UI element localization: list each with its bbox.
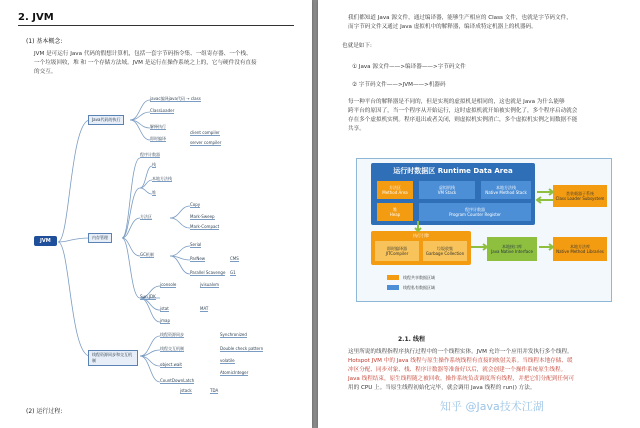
mind-map-node: 堆 — [152, 190, 156, 195]
right-page — [318, 0, 640, 428]
mind-map-node: jmap — [160, 318, 170, 323]
mind-map-node: 本地方法栈 — [152, 176, 172, 181]
mind-map-node: 方法区 — [140, 214, 152, 219]
para-line: 用的 CPU 上。当原生线程初始化完毕，就会调用 Java 线程的 run() 方法。 — [348, 385, 536, 391]
block-cn: 本地接口库 — [502, 244, 522, 249]
block-en: Garbage Collection — [425, 251, 465, 256]
mind-map-node: jstack — [180, 388, 192, 393]
block-cn: 虚拟机栈 — [439, 185, 455, 190]
mind-map-node: AtomicInteger — [220, 370, 249, 375]
mind-map-node: jconsole — [160, 282, 177, 287]
intro-line: JVM 是可运行 Java 代码的假想计算机，包括一套字节码指令集、一组寄存器、一个栈、 — [34, 51, 252, 57]
mind-map-node: ParNew — [190, 256, 206, 261]
intro-paragraph — [34, 50, 296, 77]
native-lib-block — [553, 237, 607, 261]
rda-title: 运行时数据区 Runtime Data Area — [393, 166, 513, 175]
engine-arrows — [469, 239, 555, 259]
para-line: 我们都知道 Java 源文件，通过编译器，能够生产相应的 Class 文件，也就是字节码文件， — [348, 15, 572, 21]
mind-map-node: Serial — [190, 242, 202, 247]
mind-map-node: Synchronized — [220, 332, 247, 337]
block-en: Program Counter Register — [449, 212, 501, 217]
para-line: 这里所说的线程指程序执行过程中的一个线程实体。JVM 允许一个应用并发执行多个线程。 — [348, 349, 573, 355]
branch-memory: 内存管理 — [88, 233, 112, 243]
block-en: Method Area — [382, 190, 408, 195]
block-en: Native Method Libraries — [556, 249, 604, 254]
mind-map-node: 即时编译 — [150, 136, 166, 141]
mind-map-node: volatile — [220, 358, 235, 363]
para-line: 共享。 — [348, 126, 365, 132]
block-cn: 即时编译器 — [387, 246, 407, 251]
block-en: Java Native Interface — [491, 249, 533, 254]
basic-concept-label: (1) 基本概念: — [26, 38, 63, 45]
branch-threading: 线程资源同步和交互机制 — [88, 350, 138, 366]
mind-map-node: 栈 — [152, 162, 156, 167]
left-page — [0, 0, 312, 428]
block-cn: 本地方法库 — [570, 244, 590, 249]
engine-label: 执行引擎 — [413, 233, 429, 238]
para-line: 而字节码文件又通过 Java 虚拟机中的解释器，编译成特定机器上的机器码。 — [348, 24, 537, 30]
mind-map-node: Sun JDK — [140, 294, 156, 299]
vm-stack-block — [419, 181, 475, 199]
para-line: 冲区分配、同步对象、栈、程序计数器等准备好以后，就会创建一个操作系统原生线程。 — [348, 367, 567, 373]
mind-map-root: JVM — [34, 236, 57, 246]
mind-map-node: CMS — [230, 256, 239, 261]
block-cn: 方法区 — [389, 185, 401, 190]
mind-map-node: G1 — [230, 270, 236, 275]
mind-map-node: MAT — [200, 306, 209, 311]
mind-map-node: object.wait — [160, 362, 182, 367]
thread-paragraph — [348, 348, 632, 393]
runtime-data-area-diagram — [356, 158, 612, 302]
block-cn: 垃圾收集 — [437, 246, 453, 251]
legend-private-swatch — [387, 285, 399, 290]
method-area-block — [377, 181, 413, 199]
mind-map-node: javac编译java代码 → class — [150, 96, 201, 101]
mind-map-node: client compiler — [190, 130, 220, 135]
block-en: VM Stack — [437, 190, 457, 195]
mind-map-node: server compiler — [190, 140, 222, 145]
block-cn: 程序计数器 — [465, 207, 485, 212]
native-stack-block — [481, 181, 531, 199]
block-en: Class Loader Subsystem — [555, 196, 605, 201]
para-line: Hotspot JVM 中的 Java 线程与原生操作系统线程有直接的映射关系。当线程本地存储、缓 — [348, 358, 573, 364]
mind-map-node: jvisualvm — [200, 282, 220, 287]
para-line: Java 线程结束，原生线程随之被回收。操作系统负责调度所有线程，并把它们分配到任何可 — [348, 376, 575, 382]
heap-block — [377, 203, 413, 221]
jit-block — [375, 241, 419, 261]
zhihu-watermark: 知乎 @Java技术江湖 — [440, 400, 544, 413]
jvm-mind-map — [30, 88, 298, 400]
mind-map-node: Copy — [190, 202, 201, 207]
mind-map-node: CountDownLatch — [160, 378, 195, 383]
run-process-label: (2) 运行过程: — [26, 408, 63, 415]
legend-shared-swatch — [387, 275, 399, 280]
block-en: Heap — [389, 212, 401, 217]
mind-map-node: GC机制 — [140, 252, 154, 257]
block-en: JITCompiler — [385, 251, 409, 256]
mind-map-node: Mark-Sweep — [190, 214, 215, 219]
step-one: ① Java 源文件——>编译器——>字节码文件 — [352, 64, 466, 70]
mind-map-lines — [30, 88, 298, 400]
mind-map-node: jstat — [160, 306, 169, 311]
block-cn: 本地方法栈 — [496, 185, 516, 190]
mind-map-node: 线程资源同步 — [160, 332, 184, 337]
para-line: 存在多个虚拟机实例。程序退出或者关闭，则虚拟机实例消亡，多个虚拟机实例之间数据不能 — [348, 117, 578, 123]
mind-map-node: TDA — [210, 388, 219, 393]
mind-map-node: ClassLoader — [150, 108, 175, 113]
flow-intro: 也就是如下: — [342, 43, 372, 49]
mind-map-node: Parallel Scavenge — [190, 270, 226, 275]
mind-map-node: 线程交互机制 — [160, 346, 184, 351]
legend-shared: 线程共享数据区域 — [403, 275, 435, 280]
para-line: 跨平台的原因了，当一个程序从开始运行，这时虚拟机就开始被实例化了，多个程序启动就会 — [348, 108, 578, 114]
legend-private: 线程私有数据区域 — [403, 285, 435, 290]
block-en: Native Method Stack — [485, 190, 527, 195]
para-line: 每一种平台的解释器是不同的，但是实现的虚拟机是相同的，这也就是 Java 为什么能够 — [348, 99, 565, 105]
intro-line: 的交互。 — [34, 69, 57, 75]
bytecode-paragraph — [348, 14, 632, 32]
step-two: ② 字节码文件——>JVM——>机器码 — [352, 82, 446, 88]
class-loader-block — [553, 185, 607, 207]
thread-section-title: 2.1. 线程 — [398, 336, 425, 343]
loader-arrows — [535, 185, 555, 207]
block-cn: 堆 — [393, 207, 397, 212]
gc-block — [423, 241, 467, 261]
mind-map-node: 解释执行 — [150, 124, 166, 129]
platform-paragraph — [348, 98, 632, 134]
mind-map-node: Mark-Compact — [190, 224, 220, 229]
pc-register-block — [419, 203, 531, 221]
mind-map-node: 程序计数器 — [140, 152, 160, 157]
mind-map-node: Double check pattern — [220, 346, 264, 351]
block-cn: 类装载器子系统 — [566, 191, 594, 196]
down-arrow — [413, 221, 423, 233]
branch-execution: Java代码的执行 — [88, 115, 124, 125]
intro-line: 一个垃圾回收，堆 和 一个存储方法域。JVM 是运行在操作系统之上的，它与硬件没有直接 — [34, 60, 257, 66]
section-heading: 2. JVM — [18, 12, 294, 26]
